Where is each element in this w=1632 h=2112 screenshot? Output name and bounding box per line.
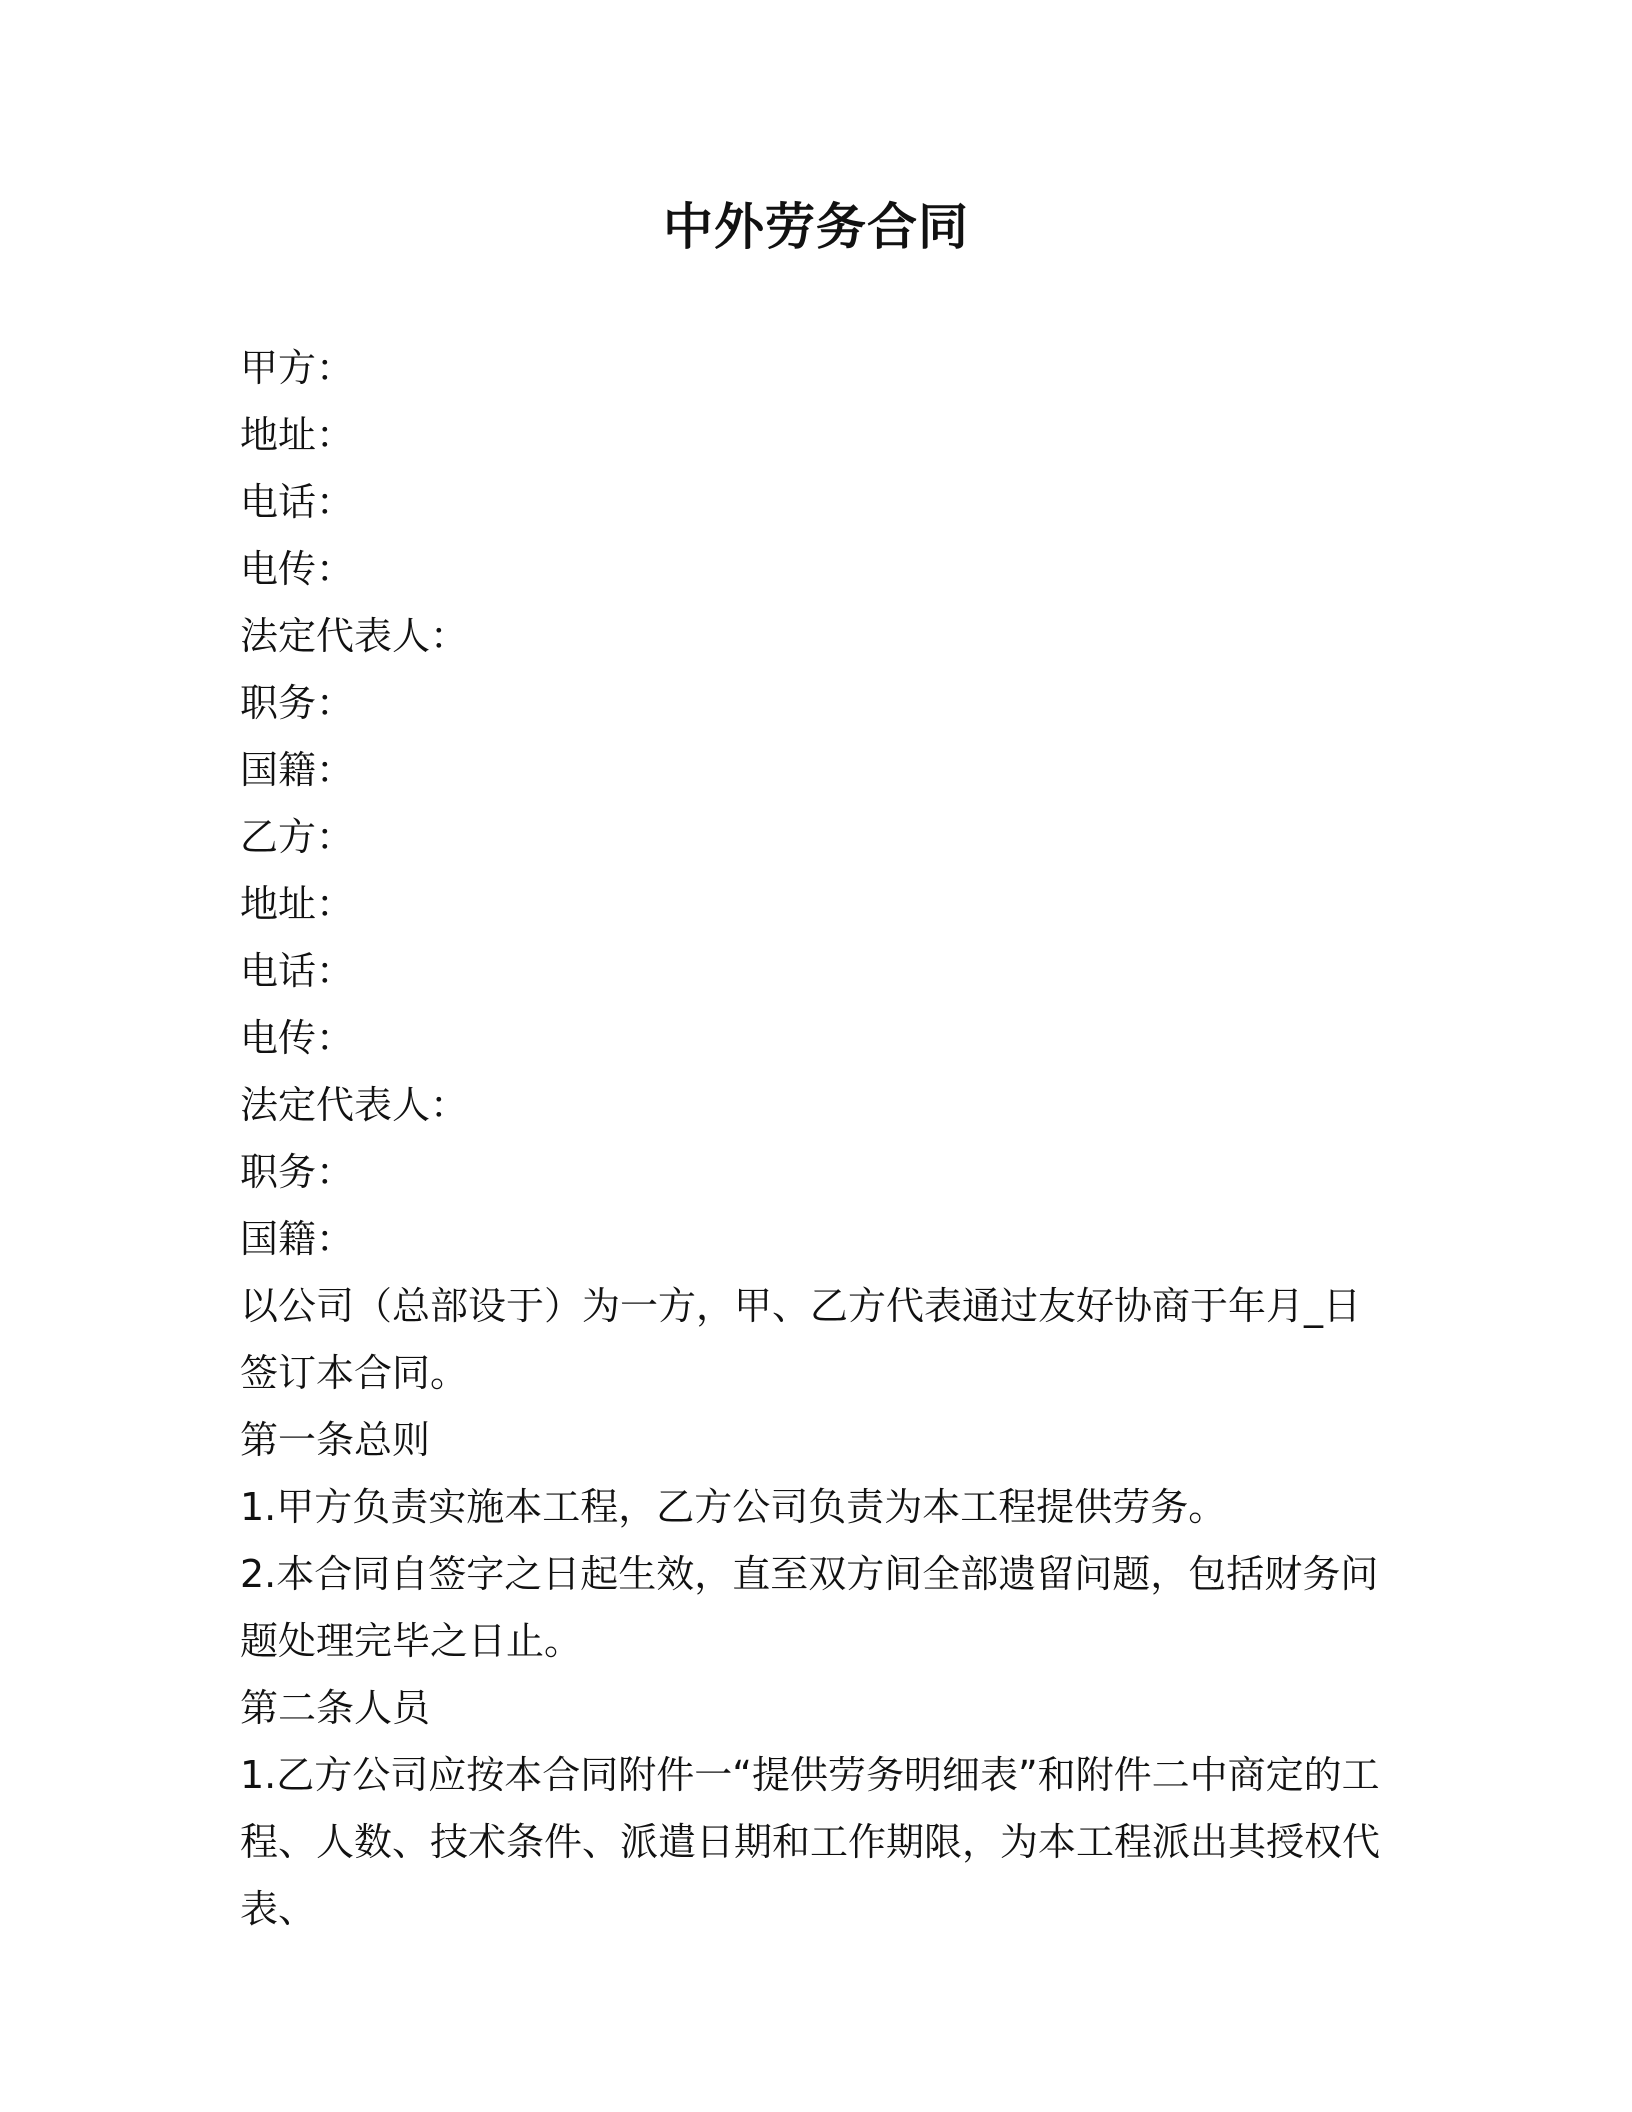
party-b-nationality-field: 国籍： — [240, 1217, 355, 1261]
document-body — [240, 335, 1392, 1943]
party-a-phone-field: 电话： — [240, 480, 355, 524]
party-a-name-field: 甲方： — [240, 346, 355, 390]
article-1-clause: 1.甲方负责实施本工程，乙方公司负责为本工程提供劳务。 — [240, 1485, 1227, 1529]
document-title: 中外劳务合同 — [663, 198, 969, 256]
party-b-fax-field: 电传： — [240, 1016, 355, 1060]
party-a-nationality-field: 国籍： — [240, 748, 355, 792]
party-b-position-field: 职务： — [240, 1150, 355, 1194]
party-a-address-field: 地址： — [240, 413, 355, 457]
party-b-address-field: 地址： — [240, 882, 355, 926]
article-1-clause: 2.本合同自签字之日起生效，直至双方间全部遗留问题，包括财务问题处理完毕之日止。 — [240, 1552, 1379, 1663]
party-a-fax-field: 电传： — [240, 547, 355, 591]
party-b-name-field: 乙方： — [240, 815, 355, 859]
article-2-heading: 第二条人员 — [240, 1686, 431, 1730]
party-b-phone-field: 电话： — [240, 949, 355, 993]
party-a-legal-rep-field: 法定代表人： — [240, 614, 469, 658]
article-2-clause: 1.乙方公司应按本合同附件一“提供劳务明细表”和附件二中商定的工程、人数、技术条件、派遣日期和工作期限，为本工程派出其授权代表、 — [240, 1753, 1381, 1931]
party-b-legal-rep-field: 法定代表人： — [240, 1083, 469, 1127]
preamble-paragraph: 以公司（总部设于）为一方，甲、乙方代表通过友好协商于年月_日签订本合同。 — [240, 1284, 1362, 1395]
article-1-heading: 第一条总则 — [240, 1418, 431, 1462]
party-a-position-field: 职务： — [240, 681, 355, 725]
